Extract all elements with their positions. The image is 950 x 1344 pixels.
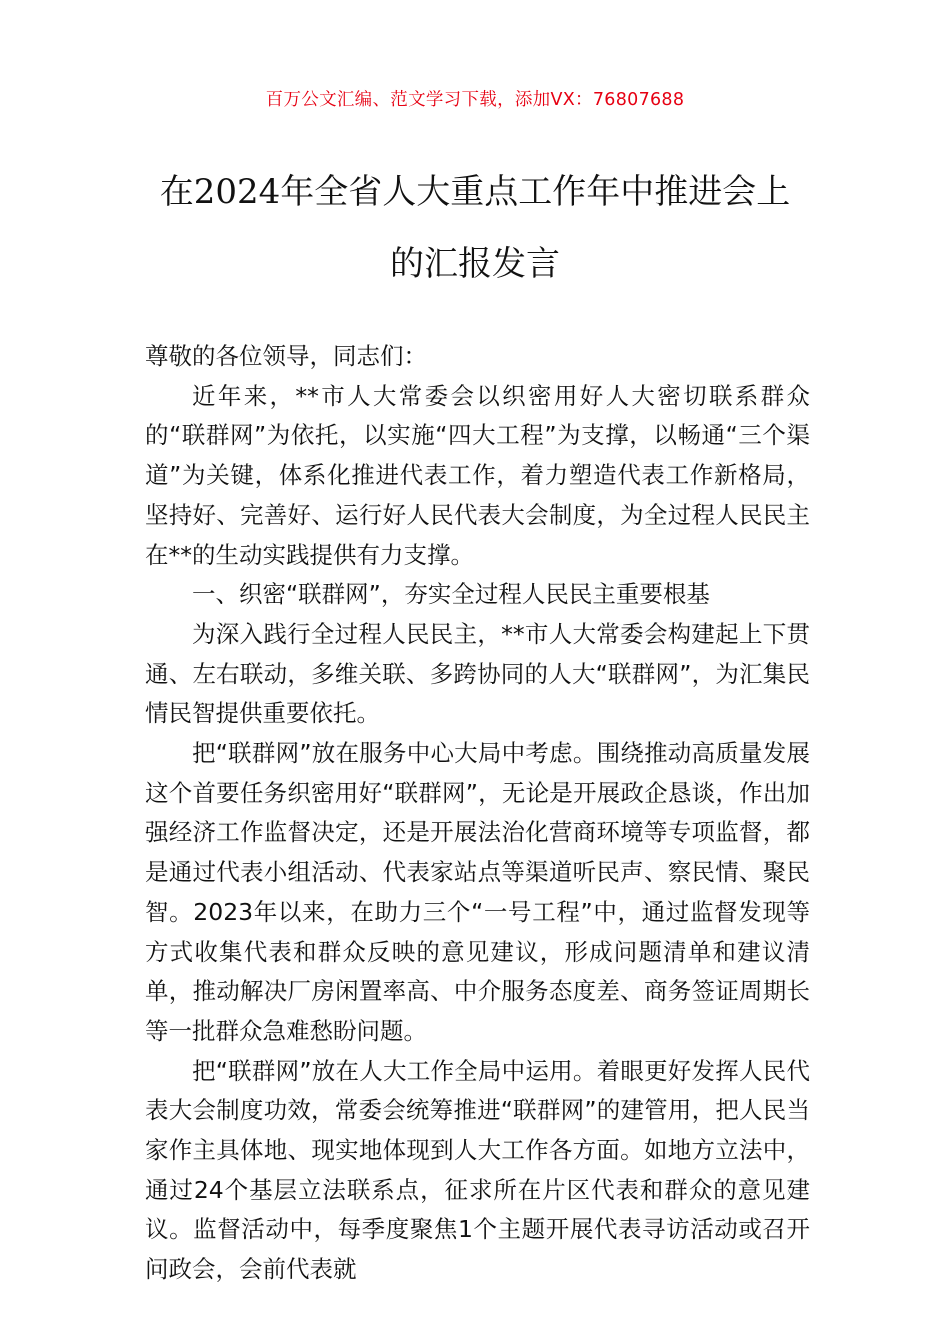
document-title: [100, 156, 850, 300]
title-line-1: 在2024年全省人大重点工作年中推进会上: [159, 172, 791, 212]
paragraph-section1-2: 把“联群网”放在服务中心大局中考虑。围绕推动高质量发展这个首要任务织密用好“联群网”，无论是开展政企恳谈，作出加强经济工作监督决定，还是开展法治化营商环境等专项监督，都是通过代表小组活动、代表家站点等渠道听民声、察民情、聚民智。2023年以来，在助力三个“一号工程”中，通过监督发现等方式收集代表和群众反映的意见建议，形成问题清单和建议清单，推动解决厂房闲置率高、中介服务态度差、商务签证周期长等一批群众急难愁盼问题。: [145, 739, 810, 1045]
paragraph-intro: 近年来，**市人大常委会以织密用好人大密切联系群众的“联群网”为依托，以实施“四大工程”为支撑，以畅通“三个渠道”为关键，体系化推进代表工作，着力塑造代表工作新格局，坚持好、完善好、运行好人民代表大会制度，为全过程人民民主在**的生动实践提供有力支撑。: [145, 381, 810, 569]
salutation: 尊敬的各位领导，同志们：: [145, 342, 427, 370]
watermark-text: 百万公文汇编、范文学习下载，添加VX：76807688: [265, 90, 685, 110]
paragraph-section1-1: 为深入践行全过程人民民主，**市人大常委会构建起上下贯通、左右联动，多维关联、多跨协同的人大“联群网”，为汇集民情民智提供重要依托。: [145, 619, 810, 728]
paragraph-section1-3: 把“联群网”放在人大工作全局中运用。着眼更好发挥人民代表大会制度功效，常委会统筹推进“联群网”的建管用，把人民当家作主具体地、现实地体现到人大工作各方面。如地方立法中，通过24个基层立法联系点，征求所在片区代表和群众的意见建议。监督活动中，每季度聚焦1个主题开展代表寻访活动或召开问政会，会前代表就: [145, 1056, 810, 1284]
document-body: [145, 337, 810, 1290]
title-line-2: 的汇报发言: [390, 244, 560, 284]
section-heading-1: 一、织密“联群网”，夯实全过程人民民主重要根基: [192, 580, 710, 609]
